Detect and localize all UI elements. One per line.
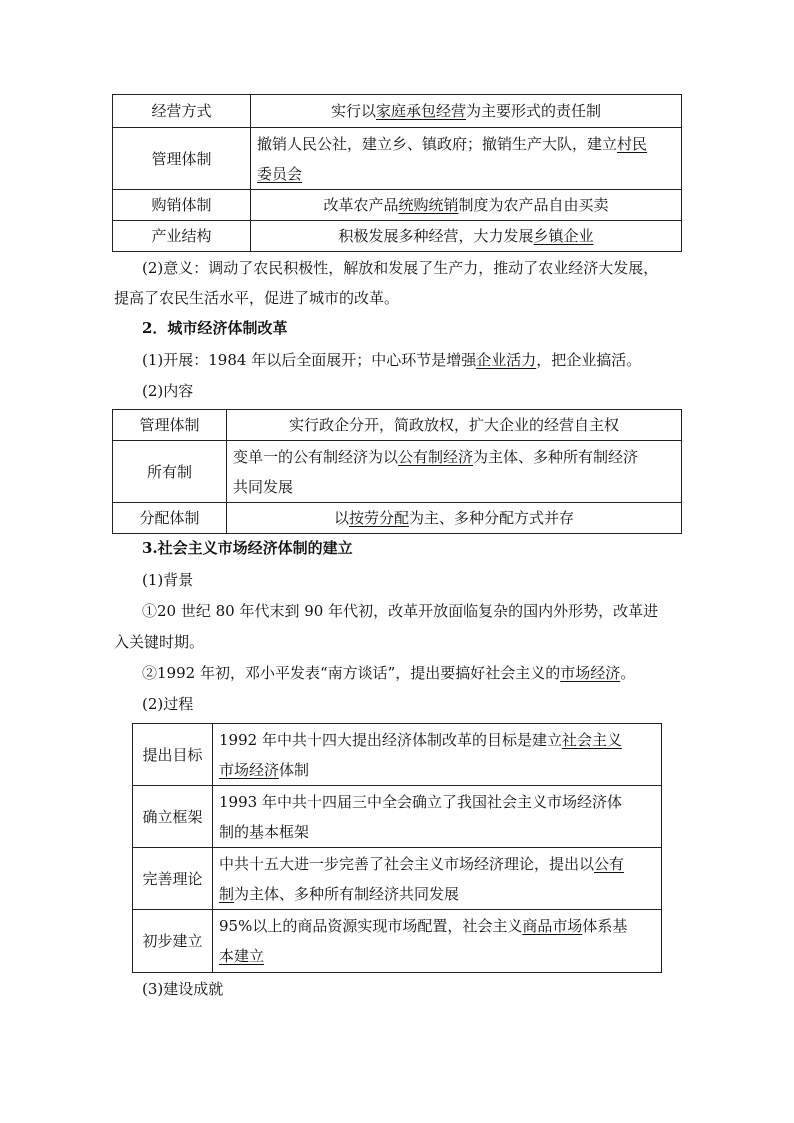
row-label: 管理体制 [113, 128, 251, 190]
row-text: 实行以家庭承包经营为主要形式的责任制 [251, 95, 682, 128]
background-item1-line1: ①20 世纪 80 年代末到 90 年代初，改革开放面临复杂的国内外形势，改革进 [142, 602, 659, 620]
row-label: 购销体制 [113, 190, 251, 221]
city-reform-table [112, 409, 682, 534]
process-label: (2)过程 [142, 695, 194, 713]
row-label: 管理体制 [113, 410, 227, 441]
table-row [133, 848, 662, 910]
rural-reform-table [112, 94, 682, 252]
row-text: 95%以上的商品资源实现市场配置，社会主义商品市场体系基 本建立 [213, 910, 662, 973]
row-label: 经营方式 [113, 95, 251, 128]
background-item1-line2: 入关键时期。 [114, 633, 205, 651]
row-label: 提出目标 [133, 724, 213, 786]
significance-line2: 提高了农民生活水平，促进了城市的改革。 [114, 289, 400, 307]
table-row [113, 441, 682, 503]
row-text: 实行政企分开，简政放权，扩大企业的经营自主权 [227, 410, 682, 441]
achievement-label: (3)建设成就 [142, 980, 224, 998]
row-text: 改革农产品统购统销制度为农产品自由买卖 [251, 190, 682, 221]
table-row [133, 910, 662, 973]
section-heading-city-reform: 2．城市经济体制改革 [142, 319, 288, 337]
table-row [113, 410, 682, 441]
row-label: 初步建立 [133, 910, 213, 973]
market-process-table [132, 723, 662, 973]
significance-line1: (2)意义：调动了农民积极性，解放和发展了生产力，推动了农业经济大发展， [142, 259, 659, 277]
table-row [113, 128, 682, 190]
row-text: 1993 年中共十四届三中全会确立了我国社会主义市场经济体 制的基本框架 [213, 786, 662, 848]
content-label: (2)内容 [142, 382, 194, 400]
row-text: 1992 年中共十四大提出经济体制改革的目标是建立社会主义 市场经济体制 [213, 724, 662, 786]
row-text: 中共十五大进一步完善了社会主义市场经济理论，提出以公有 制为主体、多种所有制经济共同发展 [213, 848, 662, 910]
row-text: 撤销人民公社，建立乡、镇政府；撤销生产大队，建立村民 委员会 [251, 128, 682, 190]
section-heading-market-economy: 3.社会主义市场经济体制的建立 [142, 539, 353, 557]
table-row [133, 724, 662, 786]
row-text: 变单一的公有制经济为以公有制经济为主体、多种所有制经济 共同发展 [227, 441, 682, 503]
row-text: 以按劳分配为主、多种分配方式并存 [227, 503, 682, 534]
row-label: 所有制 [113, 441, 227, 503]
row-label: 确立框架 [133, 786, 213, 848]
table-row [113, 190, 682, 221]
table-row [133, 786, 662, 848]
table-row [113, 221, 682, 252]
background-label: (1)背景 [142, 571, 194, 589]
row-label: 分配体制 [113, 503, 227, 534]
row-label: 完善理论 [133, 848, 213, 910]
table-row [113, 503, 682, 534]
background-item2: ②1992 年初，邓小平发表“南方谈话”，提出要搞好社会主义的市场经济。 [142, 664, 636, 682]
table-row [113, 95, 682, 128]
row-text: 积极发展多种经营，大力发展乡镇企业 [251, 221, 682, 252]
city-reform-start: (1)开展：1984 年以后全面展开；中心环节是增强企业活力，把企业搞活。 [142, 351, 642, 369]
row-label: 产业结构 [113, 221, 251, 252]
